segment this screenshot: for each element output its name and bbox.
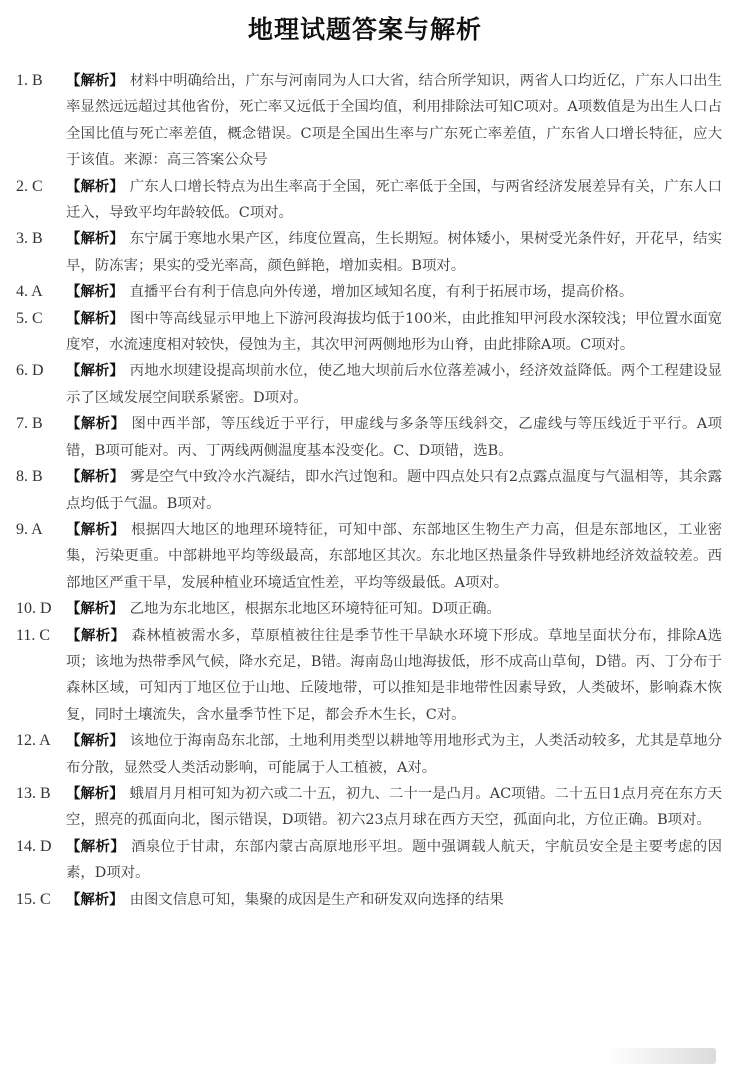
answer-text: 东宁属于寒地水果产区，纬度位置高，生长期短。树体矮小，果树受光条件好，开花早，结实早，防冻害；果实的受光率高，颜色鲜艳，增加卖相。B项对。 — [66, 231, 722, 274]
answer-number: 7. B — [16, 415, 43, 433]
answer-text: 图中等高线显示甲地上下游河段海拔均低于100米，由此推知甲河段水深较浅；甲位置水面宽度窄，水流速度相对较快，侵蚀为主，其次甲河两侧地形为山脊，由此排除A项。C项对。 — [66, 310, 722, 354]
answer-item-9 — [16, 517, 722, 596]
answer-item-2 — [16, 174, 722, 227]
answer-number: 1. B — [16, 72, 43, 89]
analysis-tag: 【解析】 — [66, 890, 124, 908]
answer-item-6 — [16, 358, 722, 411]
answer-text: 酒泉位于甘肃，东部内蒙古高原地形平坦。题中强调载人航天，宇航员安全是主要考虑的因素，D项对。 — [66, 838, 722, 882]
answer-text: 根据四大地区的地理环境特征，可知中部、东部地区生物生产力高，但是东部地区，工业密集，污染更重。中部耕地平均等级最高，东部地区其次。东北地区热量条件导致耕地经济效益较差。西部地区严重干旱，发展种植业环境适宜性差，平均等级最低。A项对。 — [66, 521, 722, 591]
page-title: 地理试题答案与解析 — [247, 15, 482, 44]
answer-number: 11. C — [16, 626, 51, 644]
answer-number: 2. C — [16, 177, 43, 195]
answer-text: 雾是空气中致冷水汽凝结，即水汽过饱和。题中四点处只有2点露点温度与气温相等，其余露点均低于气温。B项对。 — [66, 469, 722, 512]
answer-number: 5. C — [16, 309, 43, 327]
answer-number: 6. D — [16, 362, 44, 380]
answer-number: 10. D — [16, 600, 52, 618]
answer-list — [16, 68, 722, 913]
answer-number: 8. B — [16, 468, 43, 486]
answer-text: 广东人口增长特点为出生率高于全国，死亡率低于全国，与两省经济发展差异有关，广东人口迁入，导致平均年龄较低。C项对。 — [66, 178, 722, 222]
answer-number: 15. C — [16, 890, 51, 908]
answer-item-4 — [16, 279, 722, 305]
answer-text: 图中西半部，等压线近于平行，甲虚线与多条等压线斜交，乙虚线与等压线近于平行。A项错，B项可能对。丙、丁两线两侧温度基本没变化。C、D项错，选B。 — [66, 416, 722, 459]
answer-item-5 — [16, 306, 722, 359]
answer-text: 乙地为东北地区，根据东北地区环境特征可知。D项正确。 — [129, 601, 501, 618]
answer-item-1 — [16, 68, 722, 174]
answer-text: 森林植被需水多，草原植被往往是季节性干旱缺水环境下形成。草地呈面状分布，排除A选项；该地为热带季风气候，降水充足，B错。海南岛山地海拔低，形不成高山草甸，D错。丙、丁分布于森林区域，可知丙丁地区位于山地、丘陵地带，可以推知是非地带性因素导致，人类破坏，影响森木恢复，同时土壤流失，含水量季节性下足，都会乔木生长，C对。 — [66, 627, 722, 723]
analysis-tag: 【解析】 — [66, 283, 124, 301]
analysis-tag: 【解析】 — [66, 72, 124, 89]
analysis-tag: 【解析】 — [66, 784, 124, 802]
answer-text: 直播平台有利于信息向外传递，增加区域知名度，有利于拓展市场，提高价格。 — [129, 284, 634, 301]
watermark-blur — [606, 1048, 716, 1064]
answer-item-7 — [16, 411, 722, 464]
answer-text: 蛾眉月月相可知为初六或二十五，初九、二十一是凸月。AC项错。二十五日1点月亮在东方天空，照亮的孤面向北，图示错误，D项错。初六23点月球在西方天空，孤面向北，方位正确。B项对。 — [66, 785, 722, 829]
analysis-tag: 【解析】 — [66, 415, 126, 433]
analysis-tag: 【解析】 — [66, 177, 124, 195]
analysis-tag: 【解析】 — [66, 837, 126, 855]
answer-text: 该地位于海南岛东北部，土地利用类型以耕地等用地形式为主，人类活动较多，尤其是草地分布分散，显然受人类活动影响，可能属于人工植被，A对。 — [66, 733, 722, 776]
answer-number: 13. B — [16, 784, 51, 802]
analysis-tag: 【解析】 — [66, 362, 124, 380]
answer-item-12 — [16, 728, 722, 781]
analysis-tag: 【解析】 — [66, 520, 126, 538]
answer-number: 14. D — [16, 837, 52, 855]
analysis-tag: 【解析】 — [66, 230, 124, 248]
answer-item-15 — [16, 887, 722, 913]
answer-item-11 — [16, 623, 722, 729]
analysis-tag: 【解析】 — [66, 626, 126, 644]
answer-text: 丙地水坝建设提高坝前水位，使乙地大坝前后水位落差减小，经济效益降低。两个工程建设显示了区域发展空间联系紧密。D项对。 — [66, 363, 722, 406]
answer-item-13 — [16, 781, 722, 834]
answer-text: 由图文信息可知，集聚的成因是生产和研发双向选择的结果 — [129, 891, 504, 908]
analysis-tag: 【解析】 — [66, 309, 124, 327]
answer-number: 9. A — [16, 520, 43, 538]
analysis-tag: 【解析】 — [66, 468, 125, 486]
answer-item-10 — [16, 596, 722, 622]
answer-item-8 — [16, 464, 722, 517]
answer-item-3 — [16, 226, 722, 279]
analysis-tag: 【解析】 — [66, 732, 124, 750]
answer-number: 3. B — [16, 230, 43, 248]
answer-number: 12. A — [16, 732, 51, 750]
answer-text: 材料中明确给出，广东与河南同为人口大省，结合所学知识，两省人口均近亿，广东人口出生率显然远远超过其他省份，死亡率又远低于全国均值，利用排除法可知C项对。A项数值是为出生人口占全国比值与死亡率差值，概念错误。C项是全国出生率与广东死亡率差值，广东省人口增长特征，应大于该值。来源：高三答案公众号 — [66, 73, 722, 169]
analysis-tag: 【解析】 — [66, 600, 124, 618]
answer-item-14 — [16, 834, 722, 887]
answer-number: 4. A — [16, 283, 43, 301]
